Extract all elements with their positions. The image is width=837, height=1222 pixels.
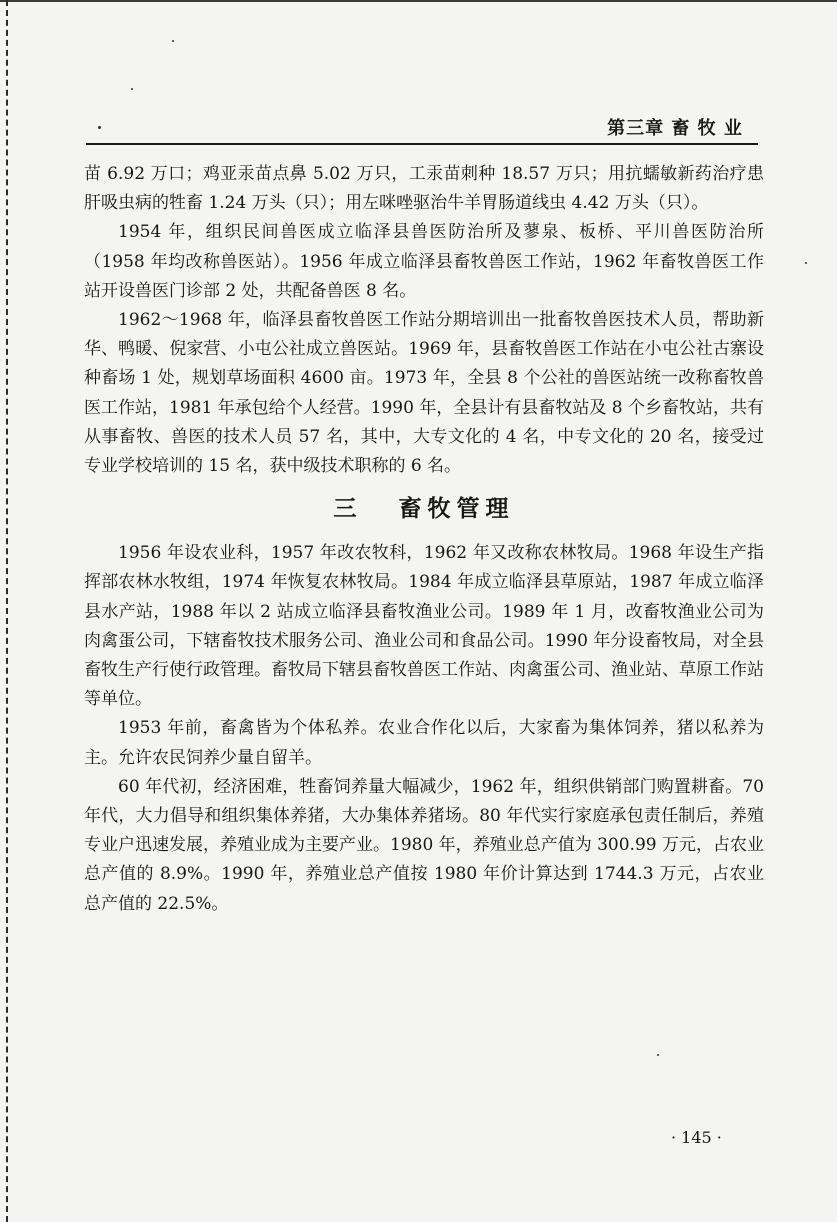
scan-speck [805,262,807,264]
paragraph: 1954 年，组织民间兽医成立临泽县兽医防治所及蓼泉、板桥、平川兽医防治所（1958 年均改称兽医站）。1956 年成立临泽县畜牧兽医工作站，1962 年畜牧兽医工作站开设兽医门诊部 2 处，共配备兽医 8 名。 [84,222,764,301]
section-title: 畜牧管理 [398,496,515,523]
header-rule [86,143,758,145]
paragraph: 1956 年设农业科，1957 年改农牧科，1962 年又改称农林牧局。1968 年设生产指挥部农林水牧组，1974 年恢复农林牧局。1984 年成立临泽县草原站，1987 年成立临泽县水产站，1988 年以 2 站成立临泽县畜牧渔业公司。1989 年 1 月，改畜牧渔业公司为肉禽蛋公司，下辖畜牧技术服务公司、渔业公司和食品公司。1990 年分设畜牧局，对全县畜牧生产行使行政管理。畜牧局下辖县畜牧兽医工作站、肉禽蛋公司、渔业站、草原工作站等单位。 [84,543,764,710]
page-number: · 145 · [671,1128,722,1147]
scan-speck [657,1054,659,1056]
scan-top-edge [0,0,837,2]
paragraph: 1962～1968 年，临泽县畜牧兽医工作站分期培训出一批畜牧兽医技术人员，帮助新华、鸭暖、倪家营、小屯公社成立兽医站。1969 年，县畜牧兽医工作站在小屯公社古寨设种畜场 1 处，规划草场面积 4600 亩。1973 年，全县 8 个公社的兽医站统一改称畜牧兽医工作站，1981 年承包给个人经营。1990 年，全县计有县畜牧站及 8 个乡畜牧站，共有从事畜牧、兽医的技术人员 57 名，其中，大专文化的 4 名，中专文化的 20 名，接受过专业学校培训的 15 名，获中级技术职称的 6 名。 [84,310,764,477]
section-number: 三 [333,496,363,523]
section-heading [84,494,764,524]
paragraph: 60 年代初，经济困难，牲畜饲养量大幅减少，1962 年，组织供销部门购置耕畜。70 年代，大力倡导和组织集体养猪，大办集体养猪场。80 年代实行家庭承包责任制后，养殖专业户迅速发展，养殖业成为主要产业。1980 年，养殖业总产值为 300.99 万元，占农业总产值的 8.9%。1990 年，养殖业总产值按 1980 年价计算达到 1744.3 万元，占农业总产值的 22.5%。 [84,776,764,914]
scan-speck [131,88,133,90]
running-header: 第三章 畜 牧 业 [607,118,743,139]
scan-binding-edge [0,0,8,1222]
paragraph-continued: 苗 6.92 万口；鸡亚汞苗点鼻 5.02 万只，工汞苗刺种 18.57 万只；用抗蠕敏新药治疗患肝吸虫病的牲畜 1.24 万头（只）；用左咪唑驱治牛羊胃肠道线虫 4.42 万头（只）。 [84,164,764,214]
scan-speck [172,40,174,42]
scan-speck [98,126,101,129]
paragraph: 1953 年前，畜禽皆为个体私养。农业合作化以后，大家畜为集体饲养，猪以私养为主。允许农民饲养少量自留羊。 [84,718,764,768]
body-text [84,160,764,919]
